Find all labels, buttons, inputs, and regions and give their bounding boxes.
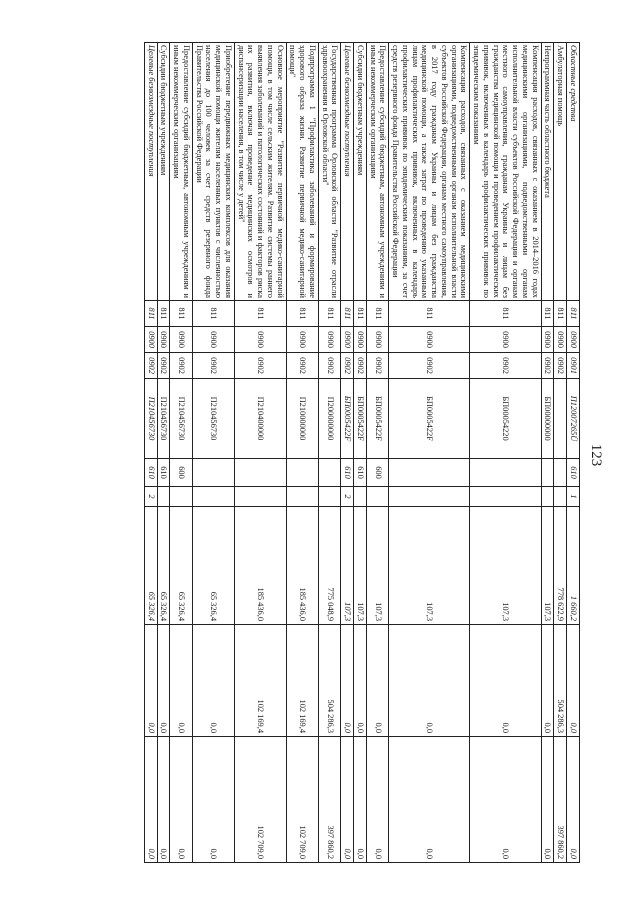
amount-year-1: 775 048,9 [319, 507, 342, 625]
code-source [157, 487, 170, 507]
code-subsection: 0902 [554, 353, 567, 379]
table-row [354, 43, 367, 863]
code-section: 0900 [145, 327, 158, 353]
code-subsection: 0902 [145, 353, 158, 379]
amount-year-3: 397 860,2 [554, 737, 567, 863]
code-section: 0900 [193, 327, 235, 353]
table-row [367, 43, 390, 863]
amount-year-2: 0,0 [354, 625, 367, 737]
code-expense-type: 600 [170, 459, 193, 487]
table-row [193, 43, 235, 863]
code-subsection: 0902 [235, 353, 287, 379]
code-source [554, 487, 567, 507]
table-row [470, 43, 541, 863]
amount-year-1: 65 326,4 [170, 507, 193, 625]
code-admin: 811 [170, 301, 193, 327]
amount-year-2: 0,0 [145, 625, 158, 737]
code-source: 1 [567, 487, 580, 507]
row-name: Основное мероприятие "Развитие первичной медико-санитарной помощи, в том числе сельским жителям. Развитие системы раннего выявления заболеваний и патологических состояний и факторов риска их развития, включая проведение медицинских осмотров и диспансеризации населения, в том числе у детей" [235, 43, 287, 301]
amount-year-2: 0,0 [567, 625, 580, 737]
amount-year-3: 0,0 [354, 737, 367, 863]
amount-year-2: 0,0 [389, 625, 470, 737]
code-expense-type [235, 459, 287, 487]
code-target: П210456730 [145, 379, 158, 459]
amount-year-2: 0,0 [470, 625, 541, 737]
amount-year-2: 504 286,3 [554, 625, 567, 737]
row-name: Приобретение передвижных медицинских комплексов для оказания медицинской помощи жителям населенных пунктов с численностью населения до 100 человек за счет средств резервного фонда Правительства Российской Федерации [193, 43, 235, 301]
code-expense-type [319, 459, 342, 487]
budget-table [144, 42, 580, 863]
code-expense-type [554, 459, 567, 487]
page-number: 123 [588, 443, 604, 467]
code-section: 0900 [157, 327, 170, 353]
code-subsection: 0902 [170, 353, 193, 379]
code-admin: 811 [286, 301, 318, 327]
code-section: 0900 [541, 327, 554, 353]
amount-year-1: 107,3 [367, 507, 390, 625]
code-admin: 811 [541, 301, 554, 327]
row-name: Подпрограмма 1 "Профилактика заболеваний и формирование здорового образа жизни. Развитие первичной медико-санитарной помощи" [286, 43, 318, 301]
amount-year-2: 0,0 [541, 625, 554, 737]
amount-year-2: 102 169,4 [235, 625, 287, 737]
code-admin: 811 [235, 301, 287, 327]
code-target: БП0005422F [354, 379, 367, 459]
amount-year-1: 65 326,4 [145, 507, 158, 625]
table-row [341, 43, 354, 863]
amount-year-1: 107,3 [389, 507, 470, 625]
amount-year-3: 0,0 [470, 737, 541, 863]
code-target: БП0005422F [341, 379, 354, 459]
amount-year-1: 185 436,0 [235, 507, 287, 625]
code-section: 0900 [567, 327, 580, 353]
code-section: 0900 [341, 327, 354, 353]
code-section: 0900 [170, 327, 193, 353]
code-expense-type: 610 [354, 459, 367, 487]
amount-year-2: 0,0 [170, 625, 193, 737]
table-row [541, 43, 554, 863]
amount-year-2: 0,0 [157, 625, 170, 737]
amount-year-3: 0,0 [567, 737, 580, 863]
table-row [319, 43, 342, 863]
code-target: П210456730 [193, 379, 235, 459]
code-source [170, 487, 193, 507]
amount-year-3: 102 709,0 [286, 737, 318, 863]
amount-year-1: 107,3 [354, 507, 367, 625]
amount-year-3: 0,0 [389, 737, 470, 863]
code-admin: 811 [157, 301, 170, 327]
table-row [567, 43, 580, 863]
code-source [319, 487, 342, 507]
code-expense-type: 610 [157, 459, 170, 487]
code-subsection: 0902 [319, 353, 342, 379]
amount-year-3: 0,0 [341, 737, 354, 863]
code-target [554, 379, 567, 459]
table-row [235, 43, 287, 863]
code-subsection: 0902 [389, 353, 470, 379]
amount-year-3: 0,0 [541, 737, 554, 863]
row-name: Субсидии бюджетным учреждениям [354, 43, 367, 301]
code-subsection: 0902 [341, 353, 354, 379]
table-row [145, 43, 158, 863]
code-expense-type [389, 459, 470, 487]
code-subsection: 0902 [354, 353, 367, 379]
code-target: П210000000 [286, 379, 318, 459]
code-subsection: 0902 [157, 353, 170, 379]
amount-year-1: 185 436,0 [286, 507, 318, 625]
code-target: БП00000000 [541, 379, 554, 459]
code-section: 0900 [319, 327, 342, 353]
code-target: П200000000 [319, 379, 342, 459]
code-admin: 811 [193, 301, 235, 327]
code-source [286, 487, 318, 507]
table-row [389, 43, 470, 863]
amount-year-1: 778 622,9 [554, 507, 567, 625]
code-subsection: 0901 [567, 353, 580, 379]
code-admin: 811 [567, 301, 580, 327]
amount-year-1: 65 326,4 [193, 507, 235, 625]
row-name: Субсидии бюджетным учреждениям [157, 43, 170, 301]
code-source [235, 487, 287, 507]
code-section: 0900 [470, 327, 541, 353]
code-source: 2 [145, 487, 158, 507]
code-source [193, 487, 235, 507]
code-section: 0900 [354, 327, 367, 353]
code-source [354, 487, 367, 507]
row-name: Целевые безвозмездные поступления [145, 43, 158, 301]
code-subsection: 0902 [367, 353, 390, 379]
amount-year-3: 397 860,2 [319, 737, 342, 863]
row-name: Компенсация расходов, связанных с оказанием медицинскими организациями, подведомственными органам исполнительной власти субъектов Российской Федерации, органам местного самоуправления, в 2017 году гражданам Украины и лицам без гражданства медицинской помощи, а также затрат по проведению указанным лицам профилактических прививок, включенных в календарь профилактических прививок по эпидемическим показаниям, за счет средств резервного фонда Правительства Российской Федерации [389, 43, 470, 301]
amount-year-2: 0,0 [367, 625, 390, 737]
code-subsection: 0902 [193, 353, 235, 379]
code-subsection: 0902 [541, 353, 554, 379]
amount-year-3: 0,0 [193, 737, 235, 863]
row-name: Областные средства [567, 43, 580, 301]
code-expense-type: 610 [567, 459, 580, 487]
row-name: Целевые безвозмездные поступления [341, 43, 354, 301]
code-admin: 811 [145, 301, 158, 327]
amount-year-3: 0,0 [145, 737, 158, 863]
amount-year-2: 102 169,4 [286, 625, 318, 737]
table-row [286, 43, 318, 863]
code-subsection: 0902 [286, 353, 318, 379]
code-expense-type: 600 [367, 459, 390, 487]
row-name: Амбулаторная помощь [554, 43, 567, 301]
budget-table-container [144, 42, 580, 862]
row-name: Предоставление субсидий бюджетным, автономным учреждениям и иным некоммерческим организациям [170, 43, 193, 301]
amount-year-3: 0,0 [157, 737, 170, 863]
amount-year-1: 107,3 [541, 507, 554, 625]
row-name: Предоставление субсидий бюджетным, автономным учреждениям и иным некоммерческим организациям [367, 43, 390, 301]
code-expense-type: 610 [341, 459, 354, 487]
table-row [157, 43, 170, 863]
table-row [170, 43, 193, 863]
code-target: П210456730 [157, 379, 170, 459]
code-target: П210400000 [235, 379, 287, 459]
amount-year-1: 107,3 [341, 507, 354, 625]
code-section: 0900 [286, 327, 318, 353]
code-target: БП0005422F [389, 379, 470, 459]
code-subsection: 0902 [470, 353, 541, 379]
amount-year-3: 102 709,0 [235, 737, 287, 863]
code-source [367, 487, 390, 507]
code-section: 0900 [235, 327, 287, 353]
code-expense-type [470, 459, 541, 487]
code-expense-type [541, 459, 554, 487]
code-expense-type: 610 [145, 459, 158, 487]
code-expense-type [193, 459, 235, 487]
code-section: 0900 [554, 327, 567, 353]
code-admin: 811 [319, 301, 342, 327]
code-admin: 811 [341, 301, 354, 327]
amount-year-1: 107,3 [470, 507, 541, 625]
amount-year-2: 0,0 [193, 625, 235, 737]
amount-year-2: 0,0 [341, 625, 354, 737]
code-target: БП00054220 [470, 379, 541, 459]
code-admin: 811 [389, 301, 470, 327]
code-source [541, 487, 554, 507]
table-body [145, 43, 580, 863]
code-section: 0900 [389, 327, 470, 353]
row-name: Непрограммная часть областного бюджета [541, 43, 554, 301]
amount-year-1: 65 326,4 [157, 507, 170, 625]
table-row [554, 43, 567, 863]
row-name: Государственная программа Орловской области "Развитие отрасли здравоохранения в Орловской области" [319, 43, 342, 301]
code-expense-type [286, 459, 318, 487]
amount-year-2: 504 286,3 [319, 625, 342, 737]
code-target: П12007265Ü [567, 379, 580, 459]
code-admin: 811 [367, 301, 390, 327]
code-source: 2 [341, 487, 354, 507]
code-admin: 811 [470, 301, 541, 327]
code-source [389, 487, 470, 507]
code-target: П210456730 [170, 379, 193, 459]
amount-year-3: 0,0 [170, 737, 193, 863]
code-admin: 811 [354, 301, 367, 327]
row-name: Компенсация расходов, связанных с оказанием в 2014–2016 годах медицинскими организациями, подведомственными органам исполнительной власти субъектов Российской Федерации и органам местного самоуправления, гражданам Украины и лицам без гражданства медицинской помощи и проведением профилактических прививок, включенных в календарь профилактических прививок по эпидемическим показаниям [470, 43, 541, 301]
code-source [470, 487, 541, 507]
amount-year-3: 0,0 [367, 737, 390, 863]
code-admin: 811 [554, 301, 567, 327]
code-section: 0900 [367, 327, 390, 353]
amount-year-1: 1 660,2 [567, 507, 580, 625]
code-target: БП0005422F [367, 379, 390, 459]
